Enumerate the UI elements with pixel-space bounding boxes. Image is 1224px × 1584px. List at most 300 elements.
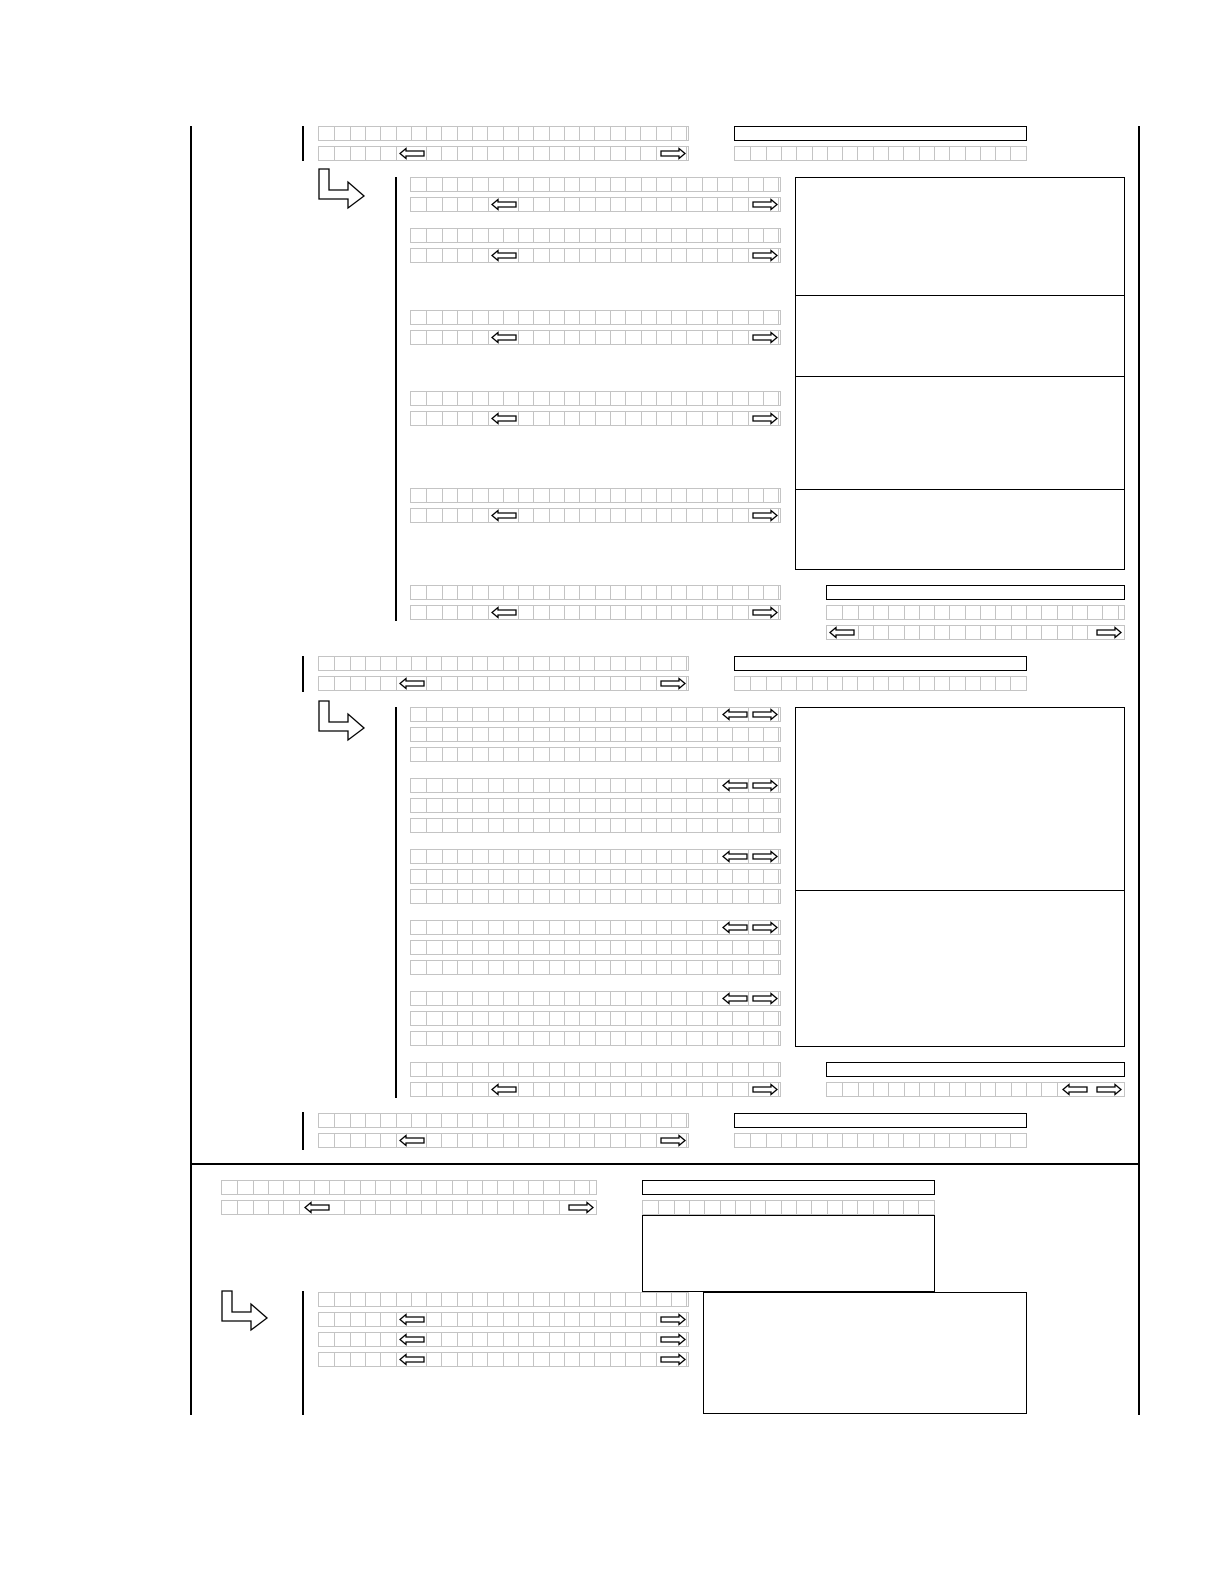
grid-cell <box>625 1083 626 1096</box>
grid-cell <box>533 489 534 502</box>
grid-cell <box>686 1333 687 1346</box>
grid-cell <box>344 1201 345 1214</box>
grid-cell <box>472 198 473 211</box>
grid-cell <box>641 941 642 954</box>
grid-cell <box>518 1063 519 1076</box>
left-arrow-icon <box>722 708 748 721</box>
grid-cell <box>919 626 920 639</box>
grid-cell <box>656 331 657 344</box>
grid-cell <box>503 1012 504 1025</box>
grid-cell <box>426 779 427 792</box>
grid-cell <box>702 586 703 599</box>
grid-cell <box>686 127 687 140</box>
grid-cell <box>564 178 565 191</box>
grid-cell <box>503 677 504 690</box>
grid-cell <box>436 1201 437 1214</box>
entry-field-grid[interactable] <box>410 391 781 406</box>
grid-cell <box>426 657 427 670</box>
grid-cell <box>656 850 657 863</box>
grid-cell <box>842 1083 843 1096</box>
entry-field-grid[interactable] <box>410 960 781 975</box>
grid-cell <box>781 1201 782 1214</box>
grid-cell <box>549 657 550 670</box>
grid-cell <box>472 748 473 761</box>
entry-field-grid[interactable] <box>318 1113 689 1128</box>
entry-field-grid[interactable] <box>318 1133 689 1148</box>
left-arrow-icon <box>1062 1083 1088 1096</box>
grid-cell <box>763 819 764 832</box>
remarks-box[interactable] <box>795 707 1125 1047</box>
grid-cell <box>766 147 767 160</box>
grid-cell <box>380 677 381 690</box>
entry-field-grid[interactable] <box>410 1082 781 1097</box>
grid-cell <box>579 147 580 160</box>
entry-field-grid[interactable] <box>221 1180 597 1195</box>
entry-field-grid[interactable] <box>410 869 781 884</box>
remarks-box[interactable] <box>795 177 1125 570</box>
grid-cell <box>513 1181 514 1194</box>
grid-cell <box>873 147 874 160</box>
grid-cell <box>396 1353 397 1366</box>
grid-cell <box>748 249 749 262</box>
grid-cell <box>610 412 611 425</box>
grid-cell <box>702 1083 703 1096</box>
entry-field-grid[interactable] <box>318 1292 689 1307</box>
grid-cell <box>671 992 672 1005</box>
entry-field-grid[interactable] <box>410 727 781 742</box>
grid-cell <box>686 941 687 954</box>
grid-cell <box>579 249 580 262</box>
grid-cell <box>533 921 534 934</box>
left-arrow-icon <box>399 1333 425 1346</box>
entry-field-grid[interactable] <box>410 818 781 833</box>
entry-field-grid[interactable] <box>318 126 689 141</box>
grid-cell <box>472 229 473 242</box>
grid-cell <box>656 1063 657 1076</box>
entry-field-grid[interactable] <box>410 488 781 503</box>
text-entry-box[interactable] <box>642 1180 935 1195</box>
grid-cell <box>656 249 657 262</box>
grid-cell <box>350 1134 351 1147</box>
entry-field-grid[interactable] <box>318 676 689 691</box>
grid-cell <box>518 799 519 812</box>
grid-cell <box>1087 606 1088 619</box>
grid-cell <box>365 1114 366 1127</box>
grid-cell <box>748 819 749 832</box>
grid-cell <box>763 1032 764 1045</box>
grid-cell <box>625 1333 626 1346</box>
entry-field-grid[interactable] <box>826 605 1125 620</box>
grid-cell <box>503 311 504 324</box>
grid-cell <box>549 870 550 883</box>
grid-cell <box>732 311 733 324</box>
grid-cell <box>778 941 779 954</box>
grid-cell <box>488 586 489 599</box>
grid-cell <box>472 728 473 741</box>
grid-cell <box>564 147 565 160</box>
grid-cell <box>702 799 703 812</box>
grid-cell <box>595 992 596 1005</box>
grid-cell <box>334 1313 335 1326</box>
grid-cell <box>1072 626 1073 639</box>
grid-cell <box>594 1134 595 1147</box>
right-arrow-icon <box>660 1333 686 1346</box>
entry-field-grid[interactable] <box>826 625 1125 640</box>
grid-cell <box>503 890 504 903</box>
grid-cell <box>457 311 458 324</box>
grid-cell <box>750 1201 751 1214</box>
remarks-box[interactable] <box>642 1215 935 1292</box>
grid-cell <box>533 1293 534 1306</box>
grid-cell <box>796 147 797 160</box>
bend-down-right-arrow-icon <box>318 168 366 210</box>
grid-cell <box>518 412 519 425</box>
grid-cell <box>564 850 565 863</box>
grid-cell <box>1118 606 1119 619</box>
grid-cell <box>487 677 488 690</box>
grid-cell <box>1057 606 1058 619</box>
text-entry-box[interactable] <box>734 126 1027 141</box>
entry-field-grid[interactable] <box>410 1011 781 1026</box>
grid-cell <box>411 1293 412 1306</box>
grid-cell <box>594 1313 595 1326</box>
grid-cell <box>625 819 626 832</box>
grid-cell <box>488 941 489 954</box>
grid-cell <box>778 1032 779 1045</box>
grid-cell <box>472 870 473 883</box>
grid-cell <box>778 412 779 425</box>
grid-cell <box>595 586 596 599</box>
grid-cell <box>533 311 534 324</box>
grid-cell <box>717 748 718 761</box>
entry-field-grid[interactable] <box>410 798 781 813</box>
grid-cell <box>686 311 687 324</box>
grid-cell <box>934 1083 935 1096</box>
grid-cell <box>674 1201 675 1214</box>
grid-cell <box>350 1353 351 1366</box>
entry-field-grid[interactable] <box>410 1031 781 1046</box>
grid-cell <box>380 147 381 160</box>
grid-cell <box>426 147 427 160</box>
grid-cell <box>488 229 489 242</box>
grid-cell <box>533 606 534 619</box>
grid-cell <box>472 1313 473 1326</box>
grid-cell <box>518 1134 519 1147</box>
grid-cell <box>457 178 458 191</box>
grid-cell <box>396 1313 397 1326</box>
grid-cell <box>641 779 642 792</box>
grid-cell <box>533 850 534 863</box>
entry-field-grid[interactable] <box>410 228 781 243</box>
grid-cell <box>472 819 473 832</box>
grid-cell <box>857 147 858 160</box>
left-arrow-icon <box>491 331 517 344</box>
grid-cell <box>488 489 489 502</box>
grid-cell <box>518 147 519 160</box>
grid-cell <box>702 331 703 344</box>
grid-cell <box>748 728 749 741</box>
entry-field-grid[interactable] <box>318 1332 689 1347</box>
entry-field-grid[interactable] <box>410 889 781 904</box>
left-arrow-icon <box>491 509 517 522</box>
grid-cell <box>625 1313 626 1326</box>
grid-cell <box>426 870 427 883</box>
entry-field-grid[interactable] <box>734 676 1027 691</box>
grid-cell <box>503 779 504 792</box>
grid-cell <box>610 728 611 741</box>
grid-cell <box>778 728 779 741</box>
grid-cell <box>549 1063 550 1076</box>
grid-cell <box>904 606 905 619</box>
entry-field-grid[interactable] <box>318 1312 689 1327</box>
grid-cell <box>671 799 672 812</box>
grid-cell <box>750 677 751 690</box>
grid-cell <box>595 392 596 405</box>
grid-cell <box>686 489 687 502</box>
entry-field-grid[interactable] <box>410 330 781 345</box>
grid-cell <box>579 657 580 670</box>
grid-cell <box>533 1333 534 1346</box>
grid-cell <box>778 1012 779 1025</box>
grid-cell <box>888 606 889 619</box>
grid-cell <box>396 657 397 670</box>
grid-cell <box>704 1201 705 1214</box>
grid-cell <box>457 586 458 599</box>
grid-cell <box>625 850 626 863</box>
grid-cell <box>656 311 657 324</box>
grid-cell <box>748 1032 749 1045</box>
grid-cell <box>564 392 565 405</box>
grid-cell <box>1011 626 1012 639</box>
grid-cell <box>595 941 596 954</box>
page-section-divider <box>190 1163 1140 1165</box>
grid-cell <box>748 311 749 324</box>
grid-cell <box>426 819 427 832</box>
grid-cell <box>549 198 550 211</box>
text-entry-box[interactable] <box>826 585 1125 600</box>
grid-cell <box>873 626 874 639</box>
grid-cell <box>763 941 764 954</box>
grid-cell <box>513 1201 514 1214</box>
grid-cell <box>748 799 749 812</box>
remarks-box[interactable] <box>703 1292 1027 1414</box>
entry-field-grid[interactable] <box>410 411 781 426</box>
grid-cell <box>610 489 611 502</box>
grid-cell <box>564 1032 565 1045</box>
grid-cell <box>314 1181 315 1194</box>
grid-cell <box>421 1201 422 1214</box>
text-entry-box[interactable] <box>826 1062 1125 1077</box>
grid-cell <box>732 489 733 502</box>
grid-cell <box>763 229 764 242</box>
entry-field-grid[interactable] <box>410 747 781 762</box>
entry-field-grid[interactable] <box>318 1352 689 1367</box>
grid-cell <box>610 870 611 883</box>
grid-cell <box>949 1083 950 1096</box>
grid-cell <box>671 412 672 425</box>
entry-field-grid[interactable] <box>410 585 781 600</box>
grid-cell <box>549 147 550 160</box>
grid-cell <box>595 249 596 262</box>
grid-cell <box>334 1114 335 1127</box>
entry-field-grid[interactable] <box>410 177 781 192</box>
grid-cell <box>717 1063 718 1076</box>
grid-cell <box>533 1353 534 1366</box>
grid-cell <box>396 1114 397 1127</box>
grid-cell <box>472 1134 473 1147</box>
entry-field-grid[interactable] <box>734 1133 1027 1148</box>
grid-cell <box>518 941 519 954</box>
entry-field-grid[interactable] <box>410 940 781 955</box>
grid-cell <box>497 1181 498 1194</box>
grid-cell <box>488 249 489 262</box>
entry-field-grid[interactable] <box>410 248 781 263</box>
grid-cell <box>472 779 473 792</box>
grid-cell <box>686 1313 687 1326</box>
grid-cell <box>595 850 596 863</box>
grid-cell <box>365 1134 366 1147</box>
grid-cell <box>533 748 534 761</box>
grid-cell <box>1026 626 1027 639</box>
grid-cell <box>625 198 626 211</box>
grid-cell <box>827 677 828 690</box>
grid-cell <box>625 941 626 954</box>
grid-cell <box>503 1293 504 1306</box>
grid-cell <box>579 1012 580 1025</box>
grid-cell <box>781 147 782 160</box>
grid-cell <box>641 412 642 425</box>
grid-cell <box>732 606 733 619</box>
grid-cell <box>503 799 504 812</box>
grid-cell <box>671 311 672 324</box>
grid-cell <box>533 127 534 140</box>
grid-cell <box>625 489 626 502</box>
right-arrow-icon <box>660 1353 686 1366</box>
grid-cell <box>842 606 843 619</box>
entry-field-grid[interactable] <box>221 1200 597 1215</box>
grid-cell <box>594 1353 595 1366</box>
entry-field-grid[interactable] <box>410 310 781 325</box>
grid-cell <box>467 1181 468 1194</box>
grid-cell <box>888 1083 889 1096</box>
grid-cell <box>702 992 703 1005</box>
grid-cell <box>365 1293 366 1306</box>
grid-cell <box>842 1201 843 1214</box>
grid-cell <box>488 311 489 324</box>
grid-cell <box>472 850 473 863</box>
grid-cell <box>671 748 672 761</box>
left-arrow-icon <box>399 677 425 690</box>
grid-cell <box>641 1032 642 1045</box>
grid-cell <box>564 509 565 522</box>
grid-cell <box>549 1353 550 1366</box>
entry-field-grid[interactable] <box>642 1200 935 1215</box>
grid-cell <box>640 1293 641 1306</box>
entry-field-grid[interactable] <box>734 146 1027 161</box>
entry-field-grid[interactable] <box>410 1062 781 1077</box>
entry-field-grid[interactable] <box>410 197 781 212</box>
entry-field-grid[interactable] <box>410 605 781 620</box>
grid-cell <box>732 1012 733 1025</box>
grid-cell <box>533 178 534 191</box>
grid-cell <box>625 1063 626 1076</box>
grid-cell <box>686 921 687 934</box>
grid-cell <box>689 1201 690 1214</box>
grid-cell <box>549 921 550 934</box>
grid-cell <box>781 1134 782 1147</box>
grid-cell <box>503 728 504 741</box>
grid-cell <box>533 1012 534 1025</box>
grid-cell <box>457 1083 458 1096</box>
grid-cell <box>441 1293 442 1306</box>
entry-field-grid[interactable] <box>410 508 781 523</box>
entry-field-grid[interactable] <box>318 146 689 161</box>
grid-cell <box>442 890 443 903</box>
grid-cell <box>436 1181 437 1194</box>
grid-cell <box>549 819 550 832</box>
grid-cell <box>549 331 550 344</box>
grid-cell <box>350 657 351 670</box>
grid-cell <box>686 331 687 344</box>
grid-cell <box>564 331 565 344</box>
grid-cell <box>533 198 534 211</box>
grid-cell <box>365 1313 366 1326</box>
grid-cell <box>656 819 657 832</box>
entry-field-grid[interactable] <box>318 656 689 671</box>
grid-cell <box>549 708 550 721</box>
grid-cell <box>442 708 443 721</box>
grid-cell <box>426 392 427 405</box>
grid-cell <box>641 799 642 812</box>
grid-cell <box>564 1063 565 1076</box>
grid-cell <box>965 606 966 619</box>
grid-cell <box>702 412 703 425</box>
text-entry-box[interactable] <box>734 1113 1027 1128</box>
grid-cell <box>625 127 626 140</box>
grid-cell <box>625 992 626 1005</box>
grid-cell <box>732 392 733 405</box>
grid-cell <box>595 1012 596 1025</box>
grid-cell <box>778 178 779 191</box>
grid-cell <box>396 1333 397 1346</box>
grid-cell <box>426 229 427 242</box>
grid-cell <box>778 489 779 502</box>
grid-cell <box>686 198 687 211</box>
grid-cell <box>411 657 412 670</box>
grid-cell <box>365 677 366 690</box>
grid-cell <box>579 1114 580 1127</box>
grid-cell <box>671 606 672 619</box>
grid-cell <box>1010 677 1011 690</box>
grid-cell <box>533 331 534 344</box>
grid-cell <box>778 992 779 1005</box>
grid-cell <box>594 1333 595 1346</box>
right-arrow-icon <box>752 850 778 863</box>
right-arrow-icon <box>660 1313 686 1326</box>
grid-cell <box>442 1012 443 1025</box>
grid-cell <box>472 992 473 1005</box>
grid-cell <box>702 728 703 741</box>
grid-cell <box>656 657 657 670</box>
section-bracket-line <box>302 126 304 161</box>
text-entry-box[interactable] <box>734 656 1027 671</box>
grid-cell <box>334 657 335 670</box>
grid-cell <box>488 509 489 522</box>
grid-cell <box>717 178 718 191</box>
grid-cell <box>965 1083 966 1096</box>
grid-cell <box>375 1201 376 1214</box>
grid-cell <box>472 249 473 262</box>
